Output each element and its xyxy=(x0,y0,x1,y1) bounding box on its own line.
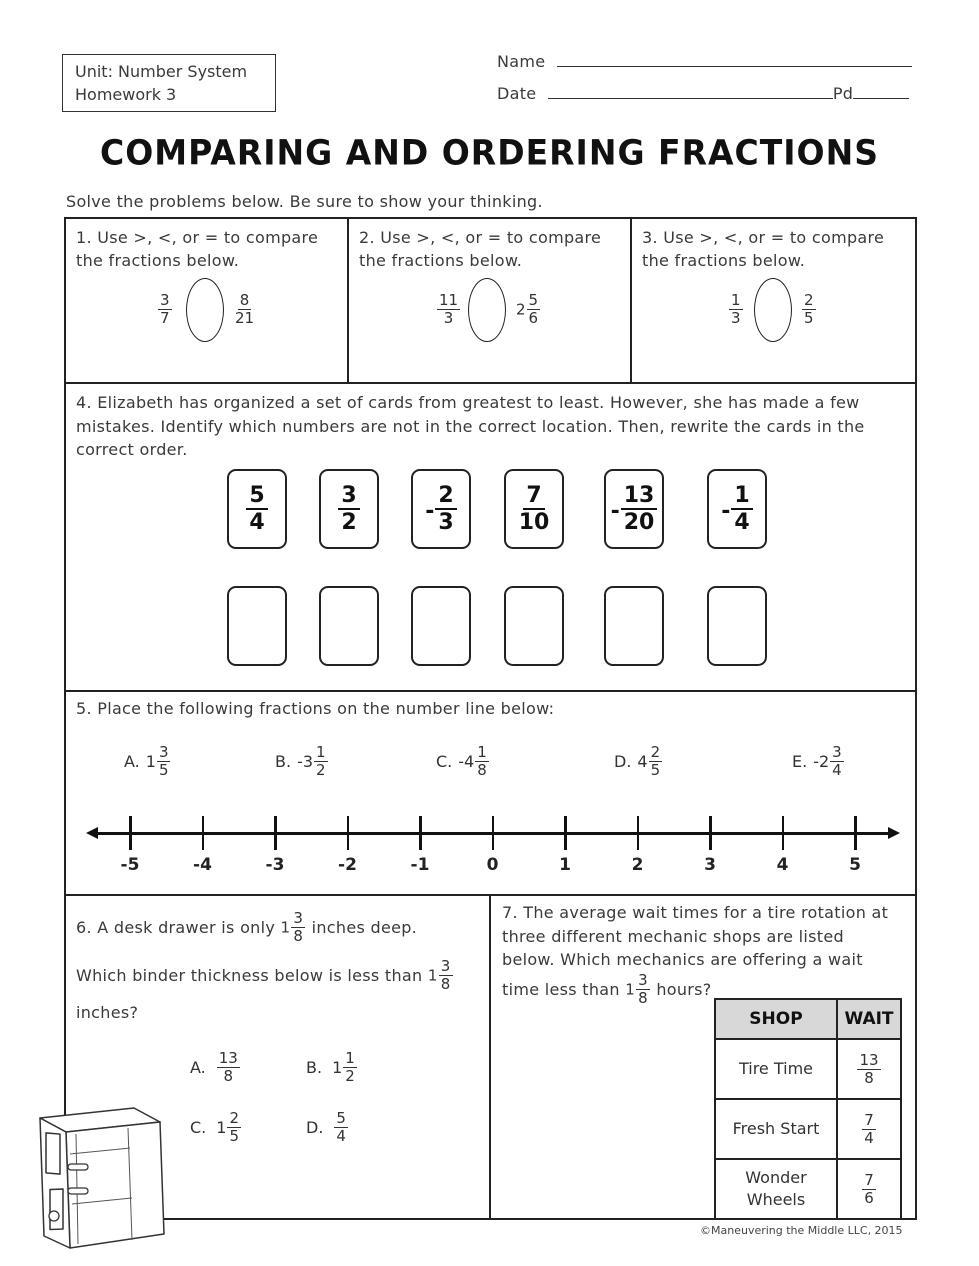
whole-number: 1 xyxy=(216,1118,227,1137)
denominator: 2 xyxy=(345,1067,355,1085)
numerator: 2 xyxy=(804,291,814,309)
unit-box xyxy=(62,54,276,112)
whole-number: 1 xyxy=(145,752,156,771)
numerator: 3 xyxy=(832,743,842,761)
numerator: 5 xyxy=(528,291,539,309)
tick-mark xyxy=(419,816,422,850)
tick-label: -1 xyxy=(410,855,430,875)
question-3-text: 3. Use >, <, or = to compare the fractions below. xyxy=(642,228,885,270)
table-header-shop: SHOP xyxy=(715,999,837,1039)
whole-number: 2 xyxy=(516,300,526,319)
q7-text-end-finish: hours? xyxy=(656,980,712,999)
tick-mark xyxy=(129,816,132,850)
question-2-text: 2. Use >, <, or = to compare the fractions below. xyxy=(359,228,602,270)
numerator: 8 xyxy=(239,291,250,309)
q6-line1 xyxy=(76,910,417,945)
denominator: 2 xyxy=(341,510,357,535)
fraction xyxy=(862,1172,876,1207)
denominator: 4 xyxy=(249,510,265,535)
answer-card-blank[interactable] xyxy=(604,586,664,666)
numerator: 3 xyxy=(160,291,170,309)
fraction xyxy=(157,744,171,779)
question-1-text: 1. Use >, <, or = to compare the fractions below. xyxy=(76,228,319,270)
name-label: Name xyxy=(497,52,546,71)
denominator: 8 xyxy=(223,1067,234,1085)
tick-mark xyxy=(854,816,857,850)
numerator: 1 xyxy=(477,743,487,761)
choice-label: C. xyxy=(190,1118,207,1137)
whole-number: 1 xyxy=(625,980,636,999)
whole-number: 4 xyxy=(637,752,648,771)
q6-line3: inches? xyxy=(76,1003,139,1022)
fraction xyxy=(830,744,844,779)
divider xyxy=(64,690,917,692)
wait-times-table xyxy=(714,998,902,1220)
tick-label: -2 xyxy=(338,855,357,875)
denominator: 5 xyxy=(804,309,814,327)
q6-line1-end: inches deep. xyxy=(311,918,418,937)
numerator: 7 xyxy=(864,1110,874,1129)
fraction xyxy=(621,483,658,535)
answer-card-blank[interactable] xyxy=(227,586,287,666)
date-label: Date xyxy=(497,84,537,103)
fraction-card xyxy=(504,469,564,549)
wait-time xyxy=(837,1039,901,1099)
numerator: 3 xyxy=(293,909,304,927)
denominator: 6 xyxy=(864,1188,874,1207)
shop-name xyxy=(715,1039,837,1099)
numerator: 1 xyxy=(316,743,326,761)
denominator: 3 xyxy=(731,309,741,327)
tick-label: 2 xyxy=(631,855,644,875)
number-line-item xyxy=(436,744,490,779)
q2-left-fraction xyxy=(436,292,461,327)
shop-name xyxy=(715,1099,837,1159)
fraction-card xyxy=(411,469,471,549)
answer-card-blank[interactable] xyxy=(707,586,767,666)
item-label: B. xyxy=(275,752,292,771)
fraction xyxy=(334,1110,348,1145)
tick-label: -4 xyxy=(193,855,212,875)
negative-sign: - xyxy=(610,498,620,524)
denominator: 20 xyxy=(623,510,655,535)
fraction xyxy=(731,483,752,535)
item-label: D. xyxy=(614,752,632,771)
numerator: 3 xyxy=(440,957,451,975)
numerator: 1 xyxy=(345,1049,355,1067)
fraction xyxy=(227,1110,241,1145)
answer-card-blank[interactable] xyxy=(504,586,564,666)
numerator: 5 xyxy=(246,483,267,510)
tick-label: 5 xyxy=(849,855,861,875)
fraction xyxy=(857,1052,880,1087)
q7-mixed xyxy=(625,971,651,1007)
q1-compare-oval[interactable] xyxy=(186,278,224,342)
fraction xyxy=(519,483,550,535)
denominator: 8 xyxy=(477,761,487,779)
binder-choice[interactable] xyxy=(306,1050,358,1085)
shop-name-text: Tire Time xyxy=(738,1059,814,1078)
numerator: 2 xyxy=(435,483,456,510)
whole-number: -3 xyxy=(297,752,314,771)
q6-line2 xyxy=(76,958,454,993)
numerator: 5 xyxy=(336,1109,346,1127)
numerator: 1 xyxy=(731,483,752,510)
q3-right-fraction xyxy=(801,292,817,327)
denominator: 3 xyxy=(443,309,454,327)
tick-mark xyxy=(709,816,712,850)
tick-mark xyxy=(202,816,205,850)
page-title: COMPARING AND ORDERING FRACTIONS xyxy=(100,132,879,173)
numerator: 13 xyxy=(621,483,658,510)
q3-left-fraction xyxy=(728,292,744,327)
choice-label: B. xyxy=(306,1058,323,1077)
binder-choice[interactable] xyxy=(190,1050,241,1085)
denominator: 4 xyxy=(336,1127,346,1145)
fraction-card xyxy=(319,469,379,549)
fraction-card xyxy=(707,469,767,549)
pd-label: Pd xyxy=(832,84,854,103)
fraction xyxy=(314,744,328,779)
tick-label: 4 xyxy=(776,855,789,875)
tick-label: 0 xyxy=(486,855,499,875)
denominator: 6 xyxy=(528,309,539,327)
answer-card-blank[interactable] xyxy=(411,586,471,666)
whole-number: 1 xyxy=(280,918,291,937)
q6-line2-text: Which binder thickness below is less than xyxy=(76,966,423,985)
fraction xyxy=(338,483,359,535)
tick-label: -5 xyxy=(120,855,140,875)
tick-mark xyxy=(782,816,785,850)
fraction-card xyxy=(604,469,664,549)
q2-right-mixed xyxy=(516,292,541,327)
shop-name-text: Fresh Start xyxy=(732,1119,820,1138)
whole-number: 1 xyxy=(332,1058,343,1077)
divider xyxy=(489,894,491,1220)
divider xyxy=(64,382,917,384)
numerator: 2 xyxy=(650,743,661,761)
number-line-item xyxy=(124,744,171,779)
unit-label: Unit: Number System xyxy=(75,62,248,81)
numerator: 3 xyxy=(158,743,169,761)
binder-illustration xyxy=(36,1104,170,1254)
numerator: 1 xyxy=(731,291,741,309)
number-line-item xyxy=(792,744,845,779)
fraction xyxy=(649,744,663,779)
fraction xyxy=(475,744,489,779)
table-row xyxy=(715,1099,901,1159)
q7-text-end xyxy=(502,972,712,1007)
numerator: 7 xyxy=(523,483,544,510)
question-5-text: 5. Place the following fractions on the number line below: xyxy=(76,699,555,718)
denominator: 8 xyxy=(638,989,648,1007)
copyright-footer: ©Maneuvering the Middle LLC, 2015 xyxy=(700,1224,903,1237)
fraction-card xyxy=(227,469,287,549)
tick-mark xyxy=(637,816,640,850)
divider xyxy=(630,217,632,383)
numerator: 3 xyxy=(638,971,648,989)
denominator: 10 xyxy=(518,510,550,535)
denominator: 4 xyxy=(832,761,842,779)
tick-mark xyxy=(492,816,495,850)
tick-label: -3 xyxy=(265,855,285,875)
tick-label: 3 xyxy=(704,855,716,875)
number-line-item xyxy=(275,744,329,779)
numerator: 3 xyxy=(338,483,359,510)
denominator: 7 xyxy=(160,309,170,327)
q1-left-fraction xyxy=(157,292,173,327)
arrow-left-icon xyxy=(86,827,98,839)
table-row xyxy=(715,1039,901,1099)
denominator: 4 xyxy=(864,1128,874,1147)
instructions: Solve the problems below. Be sure to show your thinking. xyxy=(66,192,543,211)
date-field[interactable] xyxy=(548,84,833,99)
binder-choice[interactable] xyxy=(306,1110,349,1145)
shop-name xyxy=(715,1159,837,1219)
negative-sign: - xyxy=(425,498,435,524)
wait-time xyxy=(837,1099,901,1159)
fraction xyxy=(862,1112,876,1147)
fraction xyxy=(435,483,456,535)
whole-number: 1 xyxy=(427,966,438,985)
question-7-text: 7. The average wait times for a tire rotation at three different mechanic shops are listed below. Which mechanics are offering a wait xyxy=(502,903,889,969)
numerator: 13 xyxy=(859,1050,879,1069)
whole-number: -4 xyxy=(458,752,475,771)
denominator: 4 xyxy=(734,510,750,535)
shop-name-text: Wonder Wheels xyxy=(745,1168,807,1209)
whole-number: -2 xyxy=(813,752,830,771)
numerator: 11 xyxy=(439,291,459,309)
tick-mark xyxy=(274,816,277,850)
denominator: 5 xyxy=(229,1127,239,1145)
choice-label: A. xyxy=(190,1058,206,1077)
fraction xyxy=(217,1050,240,1085)
question-4-text: 4. Elizabeth has organized a set of cards from greatest to least. However, she has made a few mistakes. Identify which numbers are not in the correct location. Then, rewrite the cards in the correct order. xyxy=(76,393,865,459)
item-label: A. xyxy=(124,752,140,771)
numerator: 2 xyxy=(229,1109,239,1127)
table-row xyxy=(715,1159,901,1219)
fraction xyxy=(246,483,267,535)
tick-mark xyxy=(564,816,567,850)
arrow-right-icon xyxy=(888,827,900,839)
negative-sign: - xyxy=(721,498,731,524)
choice-label: D. xyxy=(306,1118,324,1137)
q6-line1-start: 6. A desk drawer is only xyxy=(76,918,276,937)
numerator: 7 xyxy=(864,1170,874,1189)
denominator: 8 xyxy=(440,975,451,993)
divider xyxy=(347,217,349,383)
number-line-item xyxy=(614,744,663,779)
name-field[interactable] xyxy=(557,52,912,67)
table-header-wait: WAIT xyxy=(837,999,901,1039)
denominator: 5 xyxy=(650,761,661,779)
q3-compare-oval[interactable] xyxy=(754,278,792,342)
pd-field[interactable] xyxy=(853,84,909,99)
binder-choice[interactable] xyxy=(190,1110,242,1145)
q2-compare-oval[interactable] xyxy=(468,278,506,342)
date-row xyxy=(497,84,909,103)
name-row xyxy=(497,52,912,71)
q6-mixed-1 xyxy=(280,909,307,945)
q1-right-fraction xyxy=(232,292,257,327)
item-label: E. xyxy=(792,752,808,771)
fraction xyxy=(343,1050,357,1085)
tick-mark xyxy=(347,816,350,850)
denominator: 2 xyxy=(316,761,326,779)
tick-label: 1 xyxy=(559,855,571,875)
denominator: 3 xyxy=(438,510,454,535)
denominator: 21 xyxy=(235,309,255,327)
numerator: 13 xyxy=(218,1049,238,1067)
answer-card-blank[interactable] xyxy=(319,586,379,666)
denominator: 8 xyxy=(293,927,304,945)
wait-time xyxy=(837,1159,901,1219)
q6-mixed-2 xyxy=(427,957,454,993)
item-label: C. xyxy=(436,752,453,771)
q7-text-end-start: time less than xyxy=(502,980,620,999)
denominator: 8 xyxy=(864,1068,874,1087)
homework-label: Homework 3 xyxy=(75,85,177,104)
denominator: 5 xyxy=(158,761,169,779)
